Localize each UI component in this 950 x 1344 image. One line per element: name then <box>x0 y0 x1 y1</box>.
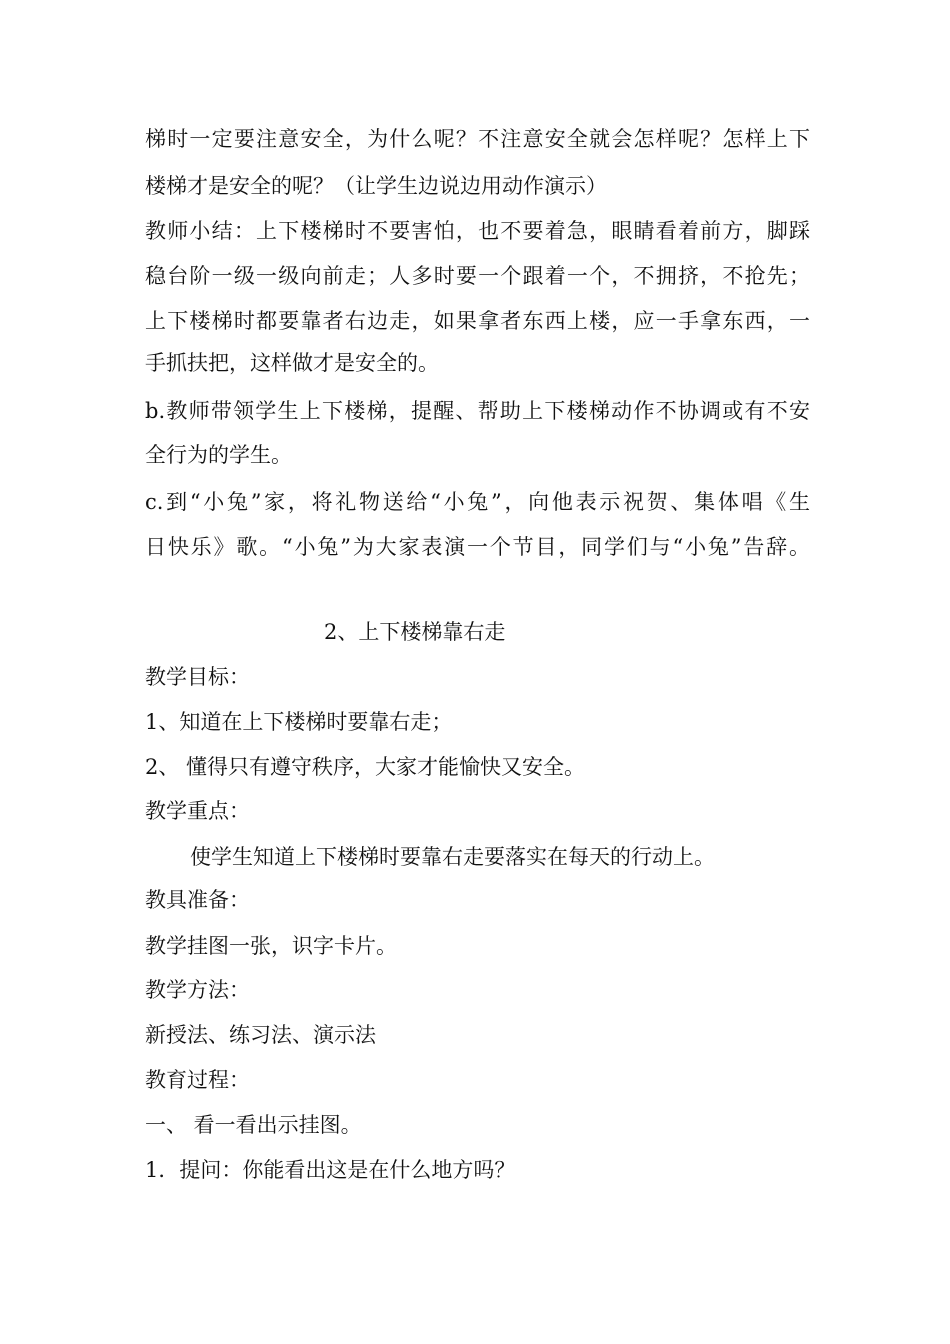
process-step-1: 一、 看一看出示挂图。 <box>145 1113 362 1137</box>
teaching-goals-label: 教学目标： <box>145 665 250 689</box>
paragraph-2-line-2: 稳台阶一级一级向前走；人多时要一个跟着一个，不拥挤，不抢先； <box>145 264 810 288</box>
paragraph-1-line-1: 梯时一定要注意安全，为什么呢？不注意安全就会怎样呢？怎样上下 <box>145 127 810 151</box>
paragraph-4-line-2: 日快乐》歌。“小兔”为大家表演一个节目，同学们与“小兔”告辞。 <box>145 535 810 559</box>
paragraph-1-line-2: 楼梯才是安全的呢？（让学生边说边用动作演示） <box>145 174 607 198</box>
teaching-goal-2: 2、 懂得只有遵守秩序，大家才能愉快又安全。 <box>145 755 586 779</box>
teaching-focus-text: 使学生知道上下楼梯时要靠右走要落实在每天的行动上。 <box>190 845 715 869</box>
paragraph-3-line-2: 全行为的学生。 <box>145 443 292 467</box>
teaching-goal-1: 1、知道在上下楼梯时要靠右走； <box>145 710 453 734</box>
section-title: 2、上下楼梯靠右走 <box>324 620 506 644</box>
paragraph-2-line-4: 手抓扶把，这样做才是安全的。 <box>145 351 439 375</box>
paragraph-3-line-1: b.教师带领学生上下楼梯，提醒、帮助上下楼梯动作不协调或有不安 <box>145 399 810 423</box>
paragraph-2-line-1: 教师小结：上下楼梯时不要害怕，也不要着急，眼睛看着前方，脚踩 <box>145 219 810 243</box>
process-question-1: 1．提问：你能看出这是在什么地方吗？ <box>145 1158 516 1182</box>
paragraph-2-line-3: 上下楼梯时都要靠者右边走，如果拿者东西上楼，应一手拿东西，一 <box>145 309 810 333</box>
paragraph-4-line-1: c.到“小兔”家，将礼物送给“小兔”，向他表示祝贺、集体唱《生 <box>145 490 810 514</box>
teaching-tools-label: 教具准备： <box>145 888 250 912</box>
teaching-methods-text: 新授法、练习法、演示法 <box>145 1023 376 1047</box>
teaching-tools-text: 教学挂图一张，识字卡片。 <box>145 934 397 958</box>
teaching-methods-label: 教学方法： <box>145 978 250 1002</box>
teaching-process-label: 教育过程： <box>145 1068 250 1092</box>
teaching-focus-label: 教学重点： <box>145 799 250 823</box>
